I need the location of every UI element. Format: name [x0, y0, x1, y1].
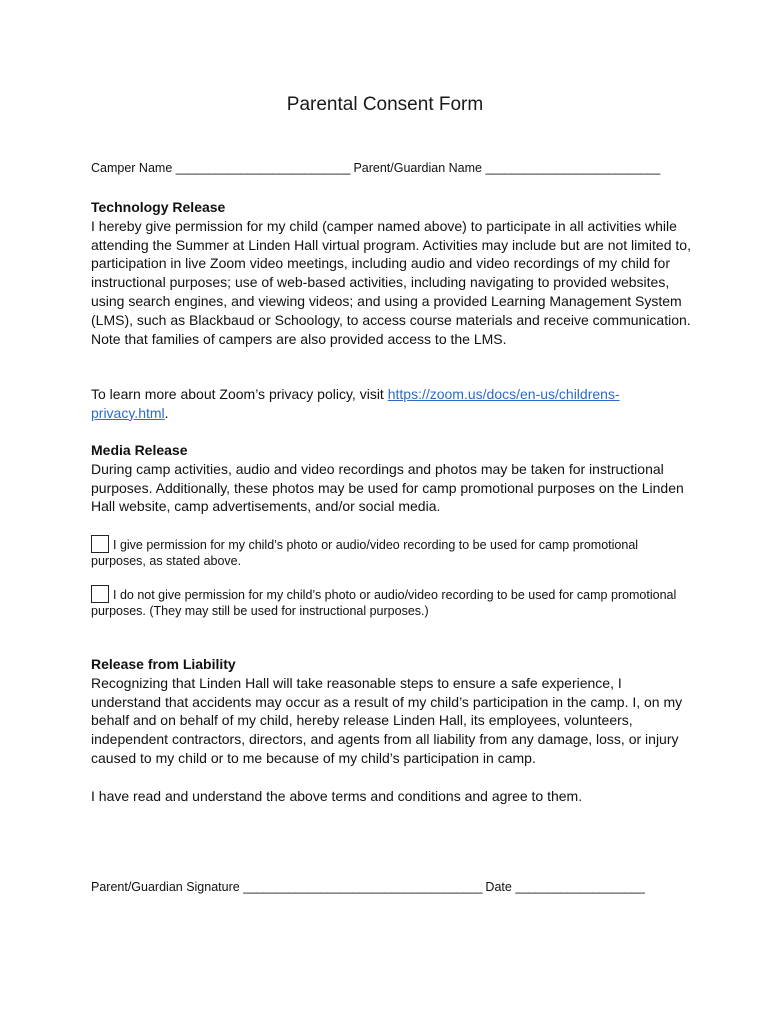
- signature-label: Parent/Guardian Signature: [91, 880, 240, 894]
- media-permission-give-option: [91, 535, 691, 569]
- deny-permission-label: I do not give permission for my child’s photo or audio/video recording to be used for camp promotional purposes. (They may still be used for instructional purposes.): [91, 588, 677, 618]
- liability-release-section: [91, 655, 691, 768]
- media-release-section: [91, 441, 691, 516]
- signature-field[interactable]: _____________________________________: [243, 880, 482, 894]
- names-line: [91, 161, 691, 175]
- technology-release-heading: Technology Release: [91, 199, 226, 215]
- page-title: Parental Consent Form: [286, 94, 484, 115]
- media-permission-deny-option: [91, 585, 691, 619]
- camper-name-label: Camper Name: [91, 161, 173, 175]
- date-label: Date: [485, 880, 512, 894]
- give-permission-label: I give permission for my child’s photo or audio/video recording to be used for camp promotional purposes, as stated above.: [91, 538, 639, 568]
- technology-release-section: [91, 198, 691, 348]
- media-release-body: During camp activities, audio and video recordings and photos may be taken for instructional purposes. Additionally, these photos may be used for camp promotional purposes on the Linden Hall website, camp advertisements, and/or social media.: [91, 460, 684, 515]
- media-release-heading: Media Release: [91, 442, 188, 458]
- liability-release-body: Recognizing that Linden Hall will take reasonable steps to ensure a safe experience, I understand that accidents may occur as a result of my child’s participation in the camp. I, on my behalf and on behalf of my child, hereby release Linden Hall, its employees, volunteers, independent contractors, directors, and agents from all liability from any damage, loss, or injury caused to my child or to me because of my child’s participation in camp.: [91, 674, 683, 766]
- liability-release-heading: Release from Liability: [91, 656, 236, 672]
- agreement-statement: I have read and understand the above terms and conditions and agree to them.: [91, 788, 583, 804]
- parent-name-field[interactable]: ___________________________: [485, 161, 660, 175]
- deny-permission-checkbox[interactable]: [91, 585, 109, 603]
- zoom-privacy-link[interactable]: https://zoom.us/docs/en-us/childrens-privacy.html: [91, 386, 620, 421]
- parent-name-label: Parent/Guardian Name: [353, 161, 482, 175]
- technology-release-body: I hereby give permission for my child (camper named above) to participate in all activities while attending the Summer at Linden Hall virtual program. Activities may include but are not limited to, participation in live Zoom video meetings, including audio and video recordings of my child for instructional purposes; use of web-based activities, including navigating to provided websites, using search engines, and viewing videos; and using a provided Learning Management System (LMS), such as Blackbaud or Schoology, to access course materials and receive communication. Note that families of campers are also provided access to the LMS.: [91, 217, 691, 347]
- signature-line: [91, 880, 691, 894]
- date-field[interactable]: ____________________: [515, 880, 645, 894]
- camper-name-field[interactable]: ___________________________: [175, 161, 350, 175]
- give-permission-checkbox[interactable]: [91, 535, 109, 553]
- zoom-privacy-period: .: [164, 404, 169, 421]
- zoom-privacy-text: To learn more about Zoom’s privacy policy, visit: [91, 386, 388, 402]
- zoom-privacy-paragraph: [91, 385, 691, 423]
